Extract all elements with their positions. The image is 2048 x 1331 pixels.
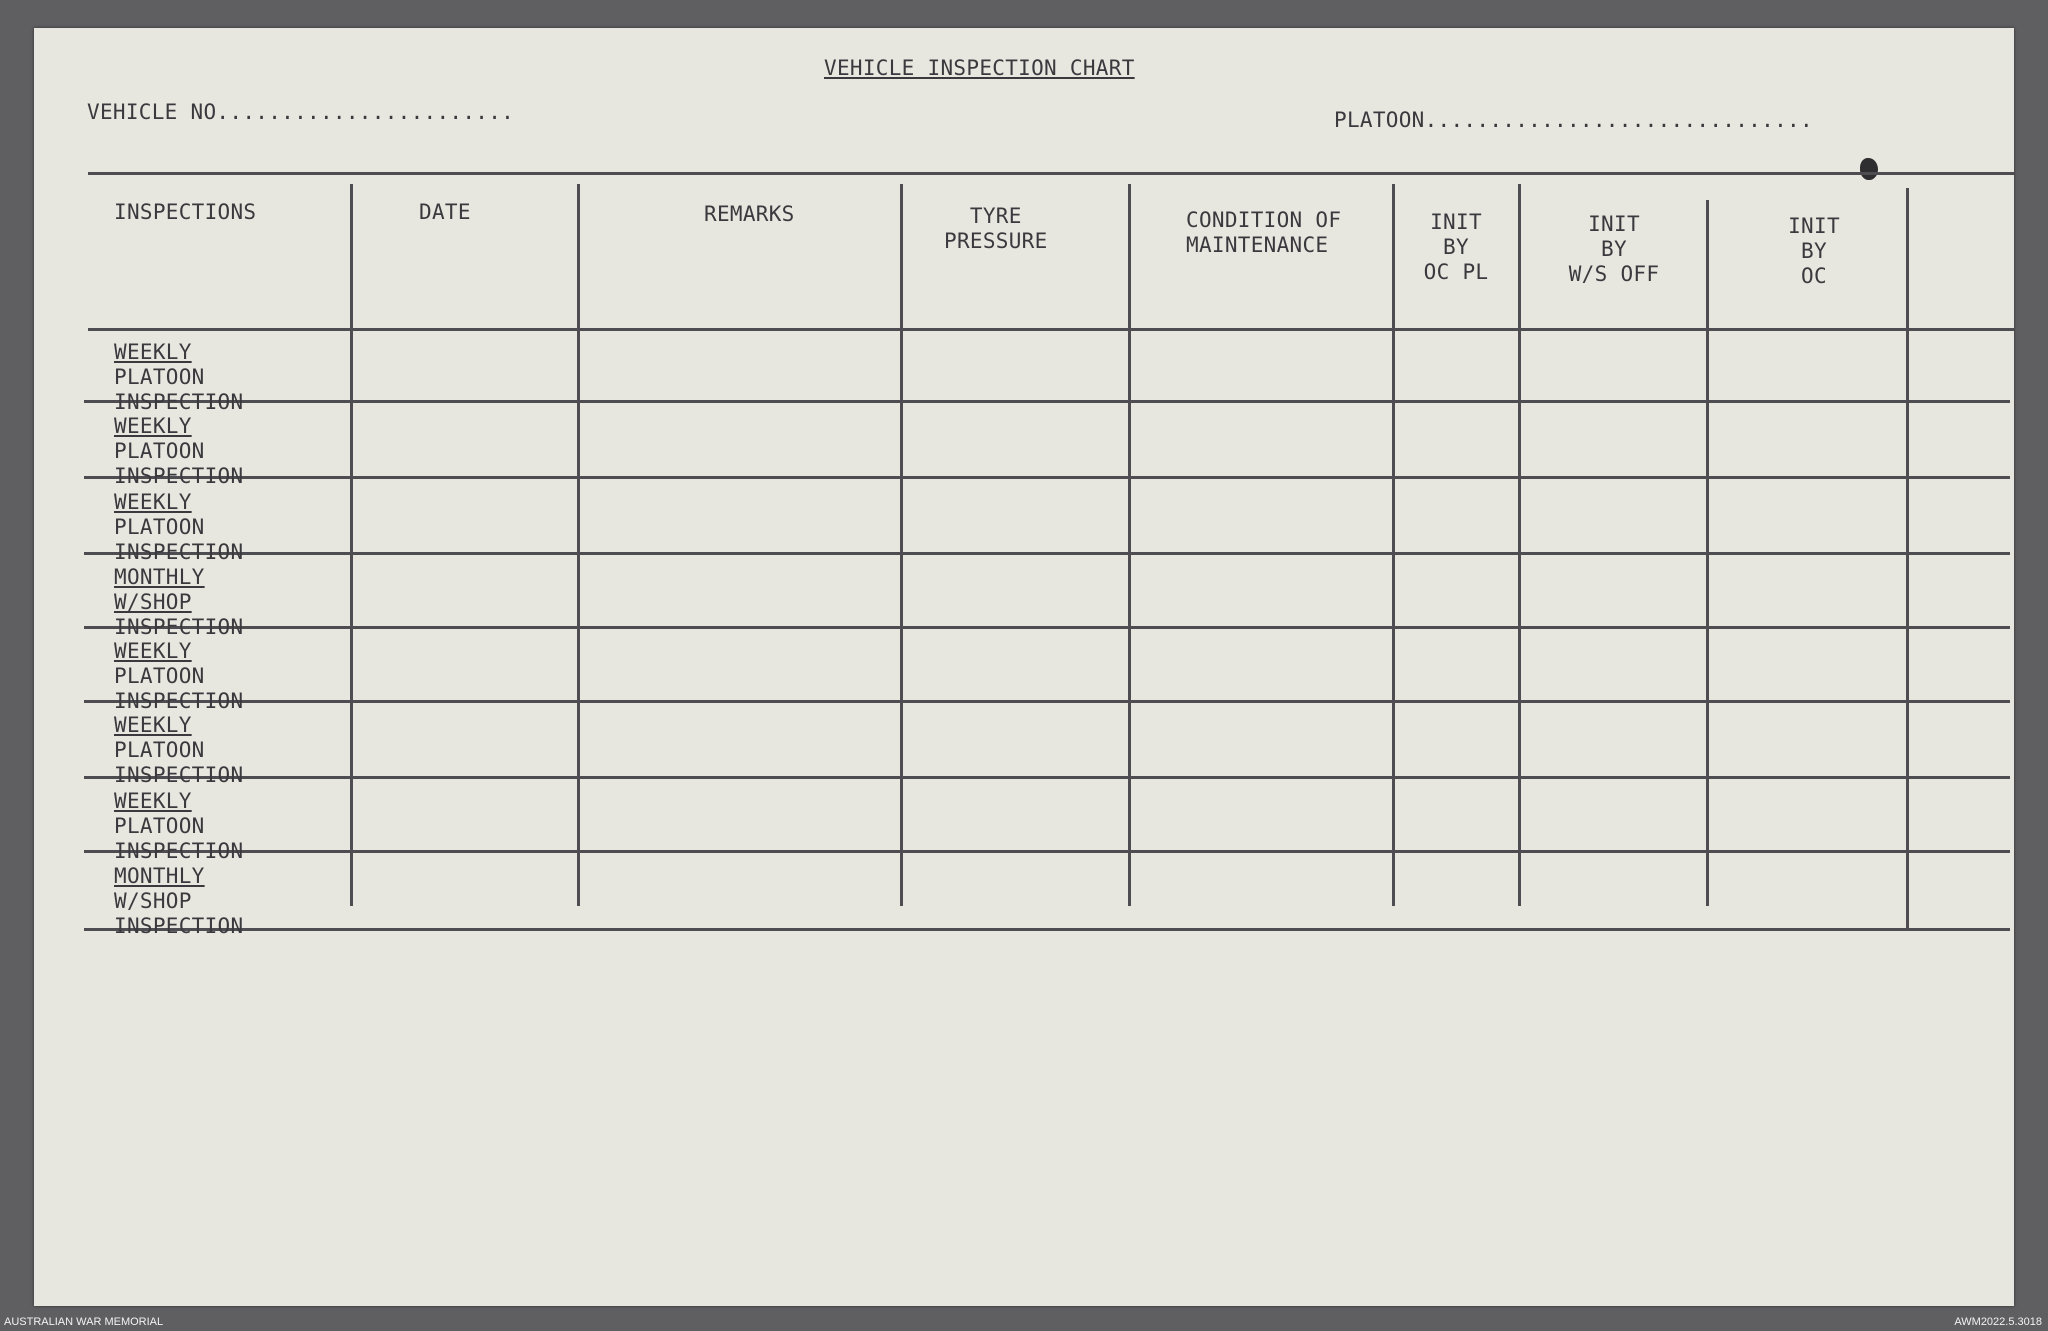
row-label-line2: W/SHOP xyxy=(114,590,192,614)
header-remarks: REMARKS xyxy=(704,202,795,226)
row-divider xyxy=(84,850,2010,853)
header-init-oc: INIT BY OC xyxy=(1788,214,1840,288)
row-divider xyxy=(84,400,2010,403)
row-label-line3: INSPECTION xyxy=(114,390,244,414)
row-label xyxy=(114,639,243,714)
header-tyre-pressure: TYRE PRESSURE xyxy=(944,204,1048,253)
header-init-ws-off: INIT BY W/S OFF xyxy=(1568,212,1660,286)
row-label xyxy=(114,490,243,565)
row-label xyxy=(114,864,243,939)
document-title: VEHICLE INSPECTION CHART xyxy=(824,56,1135,80)
row-label-line1: MONTHLY xyxy=(114,565,205,589)
column-divider xyxy=(1518,184,1521,906)
row-label-line3: INSPECTION xyxy=(114,540,244,564)
ink-blot xyxy=(1860,158,1878,180)
header-date: DATE xyxy=(419,200,471,224)
column-divider xyxy=(1392,184,1395,906)
column-divider xyxy=(900,184,903,906)
row-label-line1: WEEKLY xyxy=(114,490,192,514)
table-bottom-rule xyxy=(84,928,2010,931)
paper-sheet xyxy=(34,28,2014,1306)
footer-accession-number: AWM2022.5.3018 xyxy=(1954,1316,2042,1328)
row-divider xyxy=(84,776,2010,779)
row-label-line1: MONTHLY xyxy=(114,864,205,888)
row-label-line1: WEEKLY xyxy=(114,789,192,813)
row-label-line3: INSPECTION xyxy=(114,914,244,938)
column-divider xyxy=(1128,184,1131,906)
header-init-oc-pl: INIT BY OC PL xyxy=(1423,210,1489,284)
column-divider xyxy=(1906,188,1909,928)
row-label-line1: WEEKLY xyxy=(114,713,192,737)
platoon-field: PLATOON.............................. xyxy=(1334,108,1813,132)
row-label-line2: PLATOON xyxy=(114,515,205,539)
row-label xyxy=(114,340,243,415)
row-label-line1: WEEKLY xyxy=(114,414,192,438)
row-label-line3: INSPECTION xyxy=(114,689,244,713)
row-label-line1: WEEKLY xyxy=(114,639,192,663)
row-label xyxy=(114,713,243,788)
header-condition-of-maintenance: CONDITION OF MAINTENANCE xyxy=(1186,208,1342,257)
table-top-rule xyxy=(88,172,2014,175)
row-divider xyxy=(84,476,2010,479)
row-label-line2: PLATOON xyxy=(114,365,205,389)
vehicle-number-field: VEHICLE NO....................... xyxy=(87,100,515,124)
row-divider xyxy=(84,626,2010,629)
row-label-line3: INSPECTION xyxy=(114,615,244,639)
row-label xyxy=(114,414,243,489)
column-divider xyxy=(350,184,353,906)
footer-credit: AUSTRALIAN WAR MEMORIAL xyxy=(4,1316,164,1328)
row-label-line2: W/SHOP xyxy=(114,889,192,913)
header-inspections: INSPECTIONS xyxy=(114,200,257,224)
column-divider xyxy=(577,184,580,906)
row-label xyxy=(114,565,243,640)
header-bottom-rule xyxy=(88,328,2014,331)
column-divider xyxy=(1706,200,1709,906)
row-label-line1: WEEKLY xyxy=(114,340,192,364)
row-label-line2: PLATOON xyxy=(114,439,205,463)
row-divider xyxy=(84,552,2010,555)
row-label-line3: INSPECTION xyxy=(114,839,244,863)
row-label-line2: PLATOON xyxy=(114,664,205,688)
row-label-line3: INSPECTION xyxy=(114,464,244,488)
row-label xyxy=(114,789,243,864)
row-label-line2: PLATOON xyxy=(114,814,205,838)
row-label-line2: PLATOON xyxy=(114,738,205,762)
row-divider xyxy=(84,700,2010,703)
row-label-line3: INSPECTION xyxy=(114,763,244,787)
